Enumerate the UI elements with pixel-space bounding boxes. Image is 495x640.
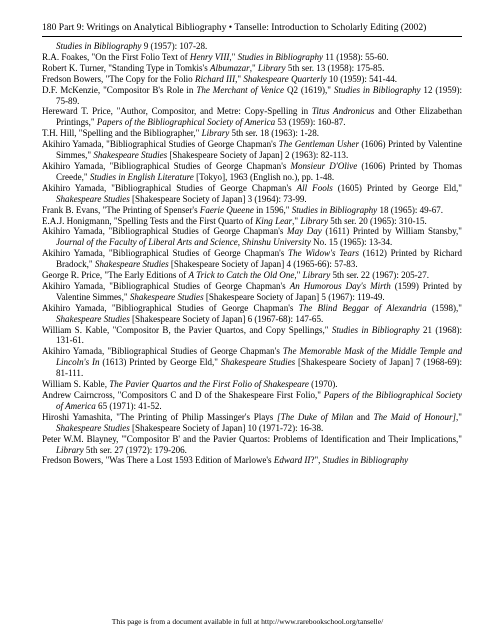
- entry-italic-text: An Humorous Day's Mirth: [289, 280, 391, 291]
- entry-italic-text: All Fools: [296, 182, 333, 193]
- bibliography-entry: [42, 106, 462, 128]
- entry-text: Fredson Bowers, "Was There a Lost 1593 Edition of Marlowe's: [42, 455, 274, 466]
- entry-text: and: [353, 411, 374, 422]
- bibliography-entry: [42, 85, 462, 107]
- entry-text: ,": [292, 215, 301, 226]
- entry-italic-text: [The Duke of Milan: [277, 411, 354, 422]
- entry-text: 10 (1959): 541-44.: [326, 73, 397, 84]
- entry-text: ,": [235, 73, 244, 84]
- bibliography-entry: [42, 205, 462, 216]
- entry-italic-text: Shakespeare Studies: [93, 150, 168, 161]
- entry-italic-text: Studies in Bibliography: [291, 204, 378, 215]
- entry-italic-text: Library: [302, 270, 331, 281]
- entry-text: 18 (1965): 49-67.: [377, 204, 444, 215]
- entry-italic-text: The Memorable Mask of the Middle Temple and Lincoln's In: [56, 346, 462, 368]
- header-left: 180 Part 9: Writings on Analytical Bibliography: [42, 22, 227, 33]
- entry-italic-text: Shakespeare Studies: [220, 357, 296, 368]
- bibliography-list: [42, 41, 462, 466]
- entry-text: ?",: [310, 455, 323, 466]
- bibliography-entry: [42, 379, 462, 390]
- entry-text: 11 (1958): 55-60.: [323, 51, 389, 62]
- entry-italic-text: Studies in English Literature: [89, 171, 194, 182]
- entry-italic-text: Titus Andronicus: [311, 106, 375, 117]
- entry-text: (1606) Printed by Thomas Creede,": [56, 160, 462, 182]
- entry-text: (1598),": [426, 302, 462, 313]
- entry-text: Peter W.M. Blayney, "'Compositor B' and the Pavier Quartos: Problems of Identification and Their Implications,": [42, 433, 462, 444]
- entry-text: William S. Kable,: [42, 379, 110, 390]
- entry-text: ,": [456, 411, 462, 422]
- running-header: [42, 22, 462, 33]
- entry-text: T.H. Hill, "Spelling and the Bibliographer,": [42, 128, 202, 139]
- entry-text: (1606) Printed by Valentine Simmes,": [56, 139, 462, 161]
- entry-text: Robert K. Turner, "Standing Type in Tomkis's: [42, 62, 210, 73]
- entry-text: (1970).: [308, 379, 338, 390]
- bibliography-entry: [42, 390, 462, 412]
- bibliography-entry: [42, 455, 462, 466]
- entry-text: in 1596,": [253, 204, 292, 215]
- entry-text: 5th ser. 27 (1972): 179-206.: [83, 444, 187, 455]
- entry-text: Q2 (1619),": [284, 84, 334, 95]
- entry-italic-text: Library: [56, 444, 84, 455]
- bibliography-entry: [42, 52, 462, 63]
- entry-text: Fredson Bowers, "The Copy for the Folio: [42, 73, 195, 84]
- page-footer: This page is from a document available in full at http://www.rarebookschool.org/tanselle/: [111, 617, 384, 626]
- header-bullet: •: [228, 22, 233, 33]
- entry-text: 21 (1968): 131-61.: [56, 324, 463, 346]
- bibliography-entry: [42, 183, 462, 205]
- entry-text: ,": [249, 62, 258, 73]
- entry-text: William S. Kable, "Compositor B, the Pavier Quartos, and Copy Spellings,": [42, 324, 332, 335]
- bibliography-entry: [42, 139, 462, 161]
- entry-text: [Shakespeare Society of Japan] 3 (1964): 73-99.: [129, 193, 307, 204]
- bibliography-entry: [42, 346, 462, 379]
- entry-text: 12 (1959): 75-89.: [56, 84, 462, 106]
- entry-italic-text: Library: [300, 215, 329, 226]
- bibliography-entry: [42, 216, 462, 227]
- entry-italic-text: Journal of the Faculty of Liberal Arts and Science, Shinshu University: [56, 237, 311, 248]
- bibliography-entry: [42, 412, 462, 434]
- entry-text: (1612) Printed by Richard Bradock,": [56, 248, 462, 270]
- entry-italic-text: The Blind Beggar of Alexandria: [298, 302, 427, 313]
- entry-text: E.A.J. Honigmann, "Spelling Tests and the First Quarto of: [42, 215, 256, 226]
- entry-text: [Tokyo], 1963 (English no.), pp. 1-48.: [193, 171, 335, 182]
- entry-text: Akihiro Yamada, "Bibliographical Studies of George Chapman's: [42, 280, 290, 291]
- bibliography-entry: [42, 281, 462, 303]
- entry-italic-text: Edward II: [273, 455, 311, 466]
- entry-italic-text: A Trick to Catch the Old One: [188, 270, 295, 281]
- entry-italic-text: May Day: [287, 226, 322, 237]
- bibliography-entry: [42, 161, 462, 183]
- entry-italic-text: Richard III: [194, 73, 236, 84]
- entry-text: 5th ser. 18 (1963): 1-28.: [229, 128, 319, 139]
- entry-italic-text: Albumazar: [209, 62, 250, 73]
- entry-italic-text: Library: [257, 62, 286, 73]
- entry-italic-text: The Maid of Honour]: [373, 411, 457, 422]
- header-rule: [42, 36, 462, 37]
- bibliography-entry: [42, 434, 462, 456]
- entry-text: Akihiro Yamada, "Bibliographical Studies of George Chapman's: [42, 139, 279, 150]
- entry-italic-text: Studies in Bibliography: [331, 324, 420, 335]
- entry-text: and Other Elizabethan Printings,": [56, 106, 462, 128]
- entry-italic-text: Studies in Bibliography: [322, 455, 409, 466]
- bibliography-entry: [42, 74, 462, 85]
- bibliography-entry: [42, 41, 462, 52]
- entry-text: ,": [229, 51, 238, 62]
- entry-italic-text: Papers of the Bibliographical Society of America: [56, 390, 462, 411]
- entry-italic-text: King Lear: [255, 215, 293, 226]
- entry-text: [Shakespeare Society of Japan] 5 (1967): 119-49.: [203, 291, 385, 302]
- bibliography-entry: [42, 128, 462, 139]
- entry-text: Akihiro Yamada, "Bibliographical Studies of George Chapman's: [42, 226, 288, 237]
- entry-italic-text: Henry VIII: [189, 51, 230, 62]
- entry-text: [Shakespeare Society of Japan] 7 (1968-69): 81-111.: [56, 357, 462, 379]
- entry-text: [Shakespeare Society of Japan] 4 (1965-66): 57-83.: [168, 259, 358, 270]
- entry-text: 5th ser. 13 (1958): 175-85.: [285, 62, 385, 73]
- entry-text: (1599) Printed by Valentine Simmes,": [56, 280, 462, 302]
- entry-italic-text: The Pavier Quartos and the First Folio of Shakespeare: [109, 379, 309, 390]
- entry-text: 5th ser. 20 (1965): 310-15.: [328, 215, 427, 226]
- entry-italic-text: Papers of the Bibliographical Society of America: [96, 117, 276, 128]
- entry-text: Akihiro Yamada, "Bibliographical Studies of George Chapman's: [42, 346, 283, 357]
- entry-text: (1605) Printed by George Eld,": [332, 182, 462, 193]
- entry-text: [Shakespeare Society of Japan] 6 (1967-68): 147-65.: [129, 313, 324, 324]
- entry-italic-text: The Gentleman Usher: [278, 139, 359, 150]
- entry-text: Akihiro Yamada, "Bibliographical Studies of George Chapman's: [42, 182, 297, 193]
- entry-italic-text: The Widow's Tears: [288, 248, 360, 259]
- entry-text: Akihiro Yamada, "Bibliographical Studies of George Chapman's: [42, 160, 291, 171]
- bibliography-entry: [42, 270, 462, 281]
- entry-text: [Shakespeare Society of Japan] 2 (1963): 82-113.: [167, 150, 349, 161]
- bibliography-entry: [42, 248, 462, 270]
- bibliography-entry: [42, 63, 462, 74]
- entry-text: No. 15 (1965): 13-34.: [310, 237, 393, 248]
- entry-text: Akihiro Yamada, "Bibliographical Studies of George Chapman's: [42, 302, 299, 313]
- entry-text: 65 (1971): 41-52.: [95, 400, 162, 411]
- entry-italic-text: Shakespeare Studies: [129, 291, 204, 302]
- entry-text: R.A. Foakes, "On the First Folio Text of: [42, 51, 190, 62]
- entry-text: Hereward T. Price, "Author, Compositor, and Metre: Copy-Spelling in: [42, 106, 312, 117]
- entry-italic-text: Shakespeare Studies: [56, 313, 130, 324]
- entry-text: Hiroshi Yamashita, "The Printing of Philip Massinger's Plays: [42, 411, 278, 422]
- header-right: Tanselle: Introduction to Scholarly Editing (2002): [234, 22, 427, 33]
- entry-text: D.F. McKenzie, "Compositor B's Role in: [42, 84, 197, 95]
- entry-italic-text: The Merchant of Venice: [196, 84, 285, 95]
- bibliography-entry: [42, 325, 462, 347]
- entry-text: (1613) Printed by George Eld,": [99, 357, 221, 368]
- bibliography-entry: [42, 226, 462, 248]
- entry-italic-text: Shakespeare Studies: [94, 259, 169, 270]
- entry-italic-text: Studies in Bibliography: [237, 51, 323, 62]
- entry-text: Frank B. Evans, "The Printing of Spenser's: [42, 204, 200, 215]
- entry-italic-text: Faerie Queene: [199, 204, 254, 215]
- entry-text: (1611) Printed by William Stansby,": [321, 226, 462, 237]
- entry-italic-text: Studies in Bibliography: [333, 84, 421, 95]
- entry-italic-text: Shakespeare Studies: [56, 422, 130, 433]
- entry-text: 53 (1959): 160-87.: [275, 117, 346, 128]
- entry-italic-text: Studies in Bibliography: [56, 41, 142, 51]
- entry-italic-text: Shakespeare Studies: [56, 193, 130, 204]
- entry-text: Andrew Cairncross, "Compositors C and D of the Shakespeare First Folio,": [42, 390, 324, 400]
- entry-text: 9 (1957): 107-28.: [141, 41, 208, 51]
- entry-italic-text: Library: [201, 128, 230, 139]
- bibliography-entry: [42, 303, 462, 325]
- entry-italic-text: Shakespeare Quarterly: [243, 73, 327, 84]
- entry-text: George R. Price, "The Early Editions of: [42, 270, 189, 281]
- entry-text: Akihiro Yamada, "Bibliographical Studies of George Chapman's: [42, 248, 289, 259]
- entry-italic-text: Monsieur D'Olive: [290, 160, 358, 171]
- entry-text: [Shakespeare Society of Japan] 10 (1971-72): 16-38.: [129, 422, 324, 433]
- entry-text: 5th ser. 22 (1967): 205-27.: [330, 270, 429, 281]
- entry-text: ,": [294, 270, 303, 281]
